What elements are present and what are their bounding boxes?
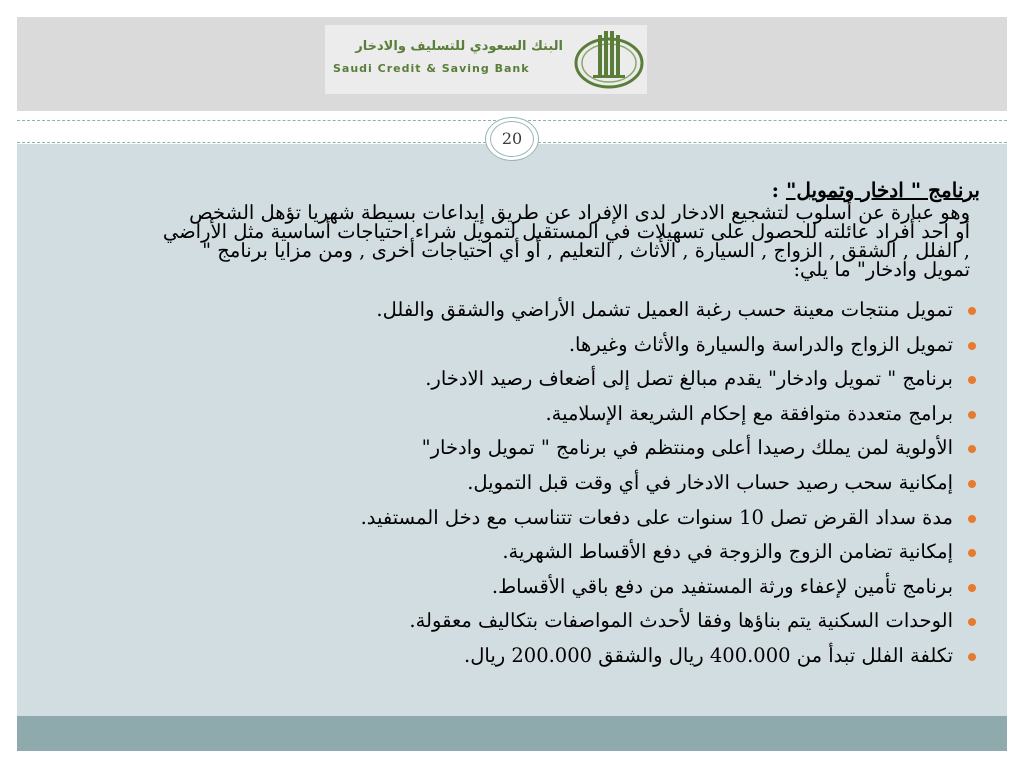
list-item-text: الأولوية لمن يملك رصيدا أعلى ومنتظم في برنامج " تمويل وادخار" <box>421 436 953 460</box>
page-number-badge <box>485 117 539 161</box>
list-item-text: برنامج تأمين لإعفاء ورثة المستفيد من دفع باقي الأقساط. <box>491 574 953 598</box>
list-item <box>30 431 980 466</box>
list-item-text: الوحدات السكنية يتم بناؤها وفقا لأحدث المواصفات بتكاليف معقولة. <box>409 609 953 633</box>
slide-heading-suffix: : <box>771 178 786 202</box>
list-item <box>30 639 980 674</box>
list-item <box>30 570 980 605</box>
slide-heading-title: برنامج " ادخار وتمويل" <box>785 178 980 202</box>
list-item-text: برامج متعددة متوافقة مع إحكام الشريعة الإسلامية. <box>545 401 953 425</box>
list-item-text: برنامج " تمويل وادخار" يقدم مبالغ تصل إلى أضعاف رصيد الادخار. <box>425 367 953 391</box>
bullet-dot-icon <box>968 515 976 523</box>
list-item-text: إمكانية تضامن الزوج والزوجة في دفع الأقساط الشهرية. <box>502 540 953 564</box>
bullet-dot-icon <box>968 653 976 661</box>
list-item <box>30 328 980 363</box>
intro-paragraph <box>30 203 970 279</box>
intro-line: تمويل وادخار" ما يلي: <box>793 258 970 281</box>
list-item <box>30 362 980 397</box>
bullet-dot-icon <box>968 618 976 626</box>
footer-band <box>17 716 1007 751</box>
slide <box>17 17 1007 751</box>
list-item-text: تمويل منتجات معينة حسب رغبة العميل تشمل الأراضي والشقق والفلل. <box>376 298 953 321</box>
page-number: 20 <box>490 121 534 157</box>
intro-line: أو احد أفراد عائلته للحصول على تسهيلات في المستقبل لتمويل شراء احتياجات أساسية مثل الأراضي <box>162 220 970 243</box>
bullet-dot-icon <box>968 584 976 592</box>
list-item <box>30 604 980 639</box>
list-item <box>30 501 980 536</box>
bullet-dot-icon <box>968 307 976 315</box>
bank-emblem-icon <box>573 29 645 91</box>
intro-line: , الفلل , الشقق , الزواج , السيارة , الأثاث , التعليم , أو أي احتياجات أخرى , ومن مزايا برنامج " <box>202 239 970 262</box>
bullet-dot-icon <box>968 549 976 557</box>
bullet-dot-icon <box>968 376 976 384</box>
bullet-dot-icon <box>968 411 976 419</box>
bullet-dot-icon <box>968 445 976 453</box>
benefits-list <box>30 293 980 674</box>
list-item-text: إمكانية سحب رصيد حساب الادخار في أي وقت قبل التمويل. <box>467 470 953 494</box>
list-item-text: مدة سداد القرض تصل 10 سنوات على دفعات تتناسب مع دخل المستفيد. <box>360 505 953 529</box>
list-item-text: تكلفة الفلل تبدأ من 400.000 ريال والشقق 200.000 ريال. <box>464 643 953 667</box>
slide-body <box>30 178 980 674</box>
list-item <box>30 293 980 328</box>
list-item <box>30 466 980 501</box>
slide-heading <box>30 178 980 202</box>
logo-arabic-name: البنك السعودي للتسليف والادخار <box>355 39 563 54</box>
list-item <box>30 535 980 570</box>
list-item-text: تمويل الزواج والدراسة والسيارة والأثاث وغيرها. <box>568 332 953 356</box>
logo-english-name: Saudi Credit & Saving Bank <box>333 62 530 75</box>
header-band <box>17 17 1007 111</box>
list-item <box>30 397 980 432</box>
intro-line: وهو عبارة عن أسلوب لتشجيع الادخار لدى الإفراد عن طريق إيداعات بسيطة شهريا تؤهل الشخص <box>189 201 970 224</box>
bullet-dot-icon <box>968 480 976 488</box>
bank-logo <box>325 25 647 94</box>
bullet-dot-icon <box>968 342 976 350</box>
content-area <box>17 144 1007 716</box>
